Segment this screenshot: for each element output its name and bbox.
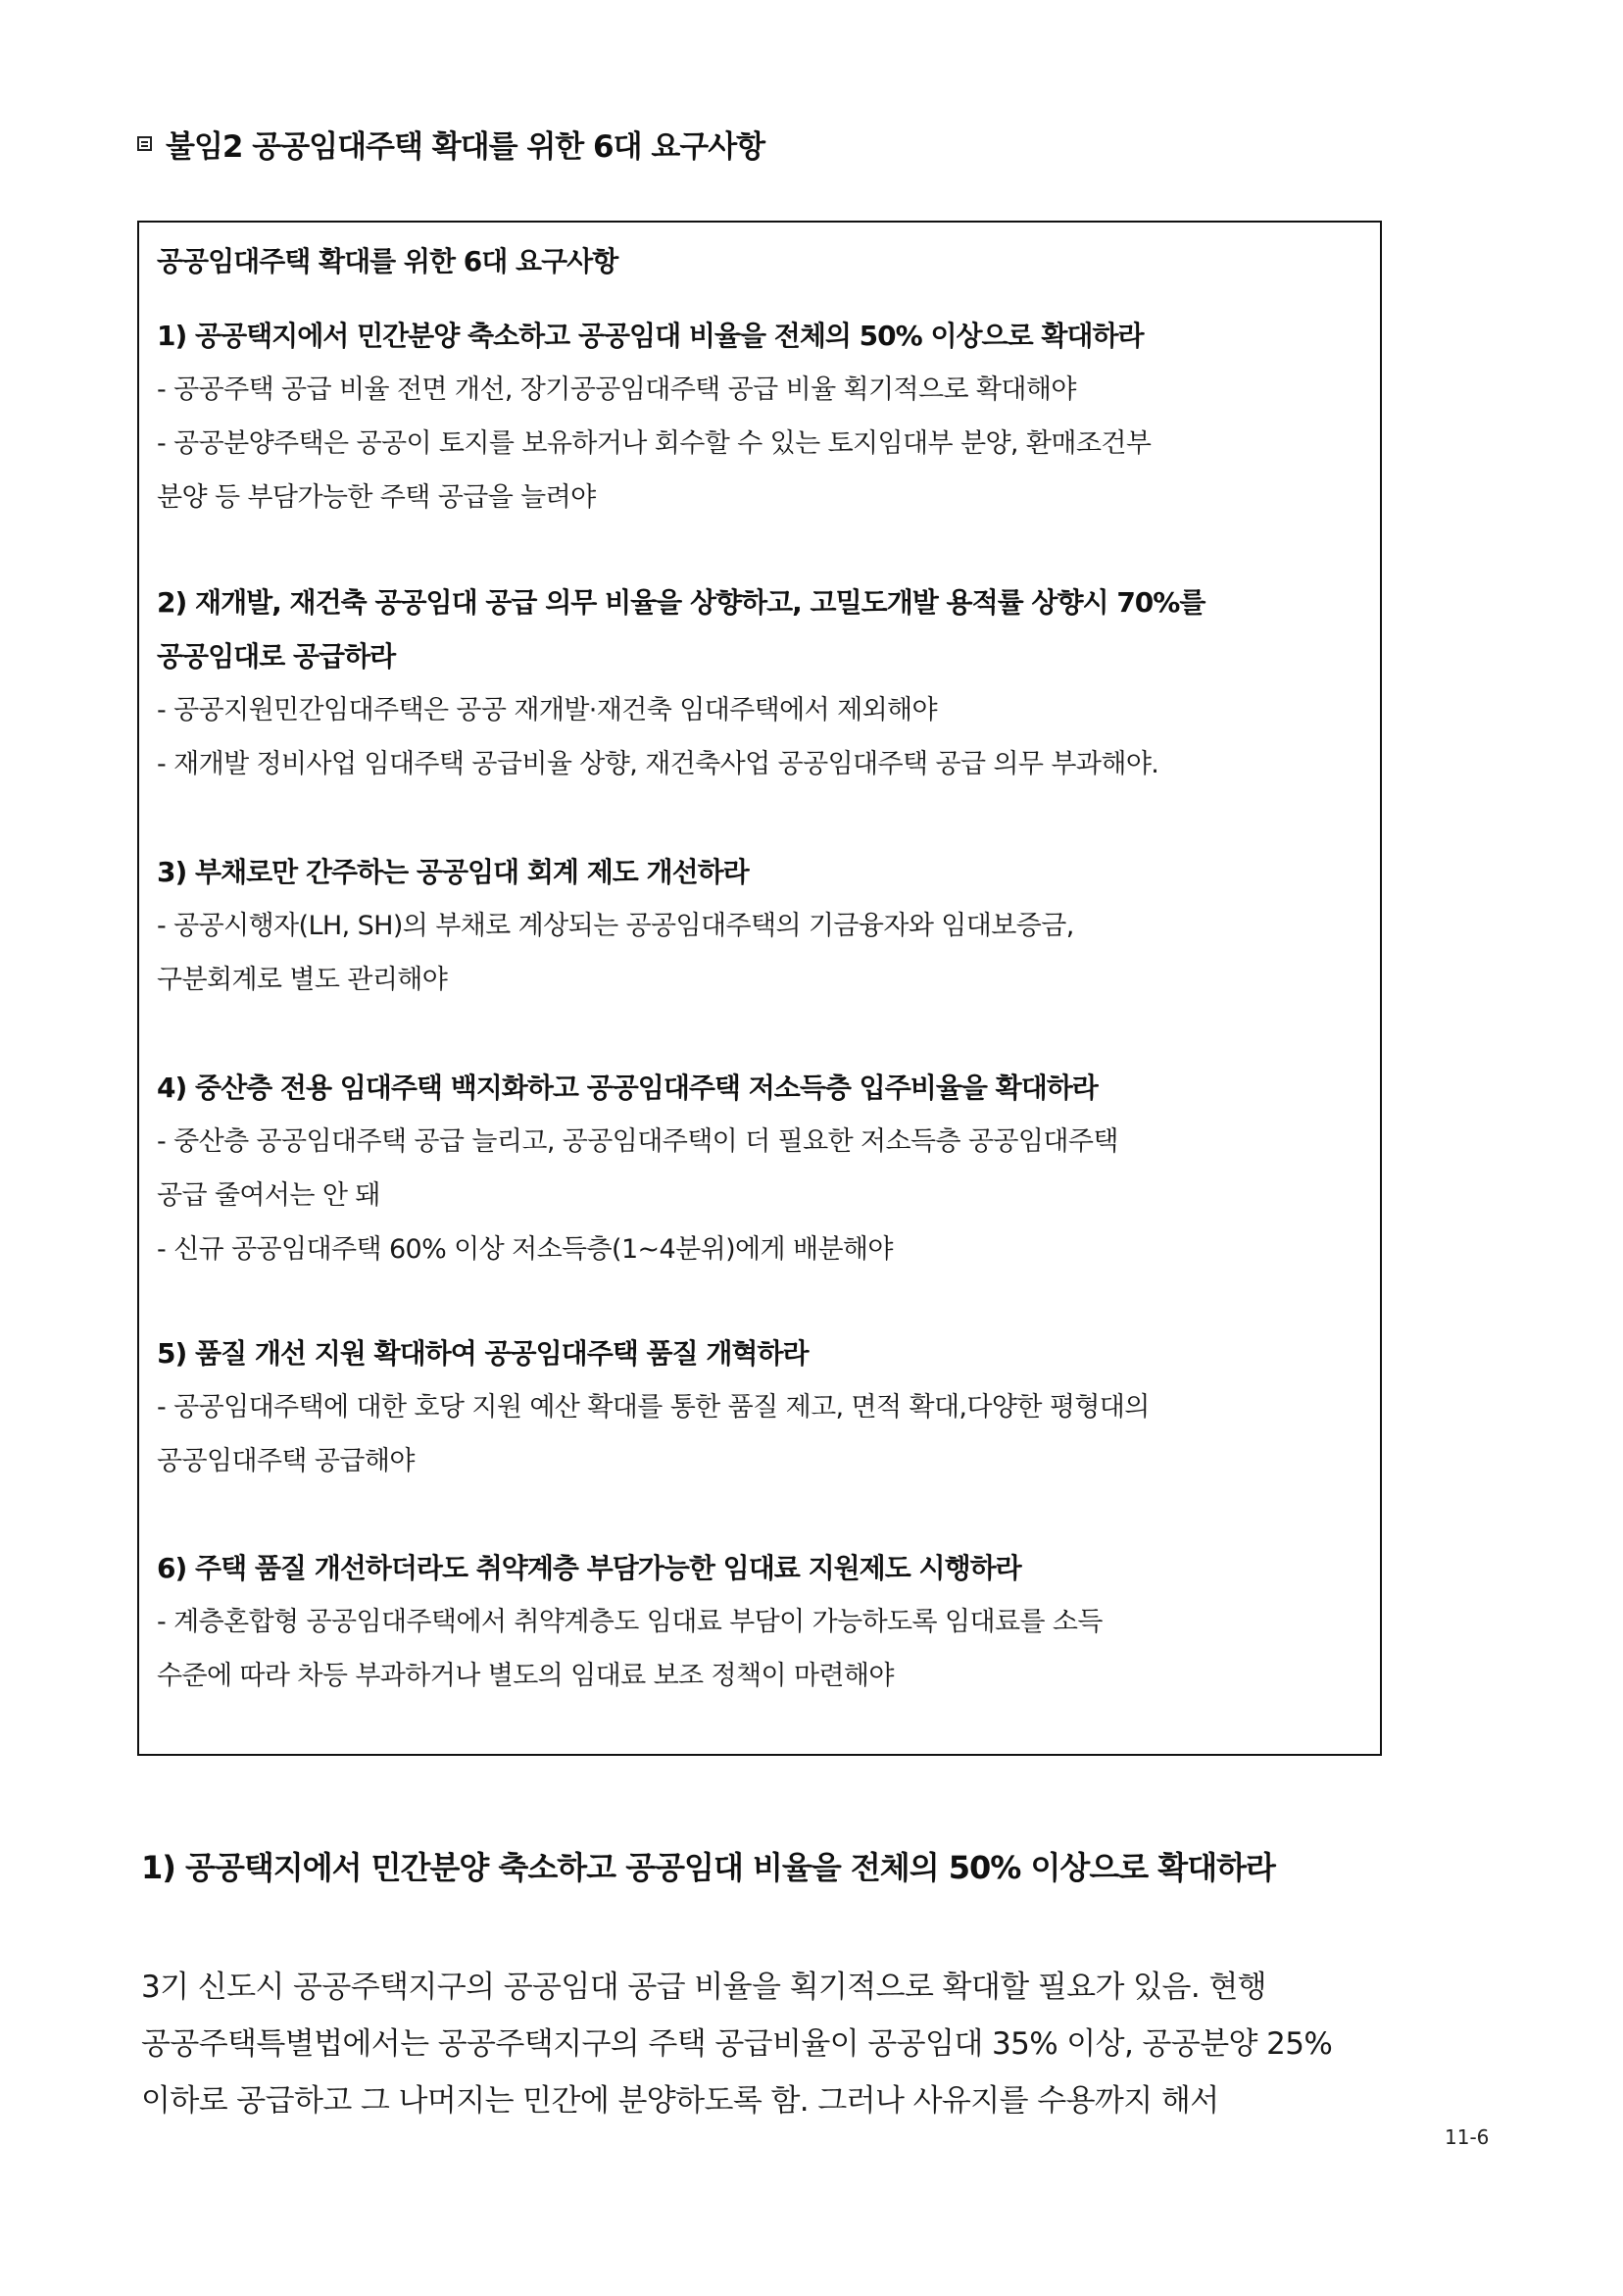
requirement-2 [157, 575, 1362, 791]
requirement-heading: 3) 부채로만 간주하는 공공임대 회계 제도 개선하라 [157, 856, 749, 888]
requirements-box [137, 221, 1382, 1756]
requirement-line: - 공공지원민간임대주택은 공공 재개발·재건축 임대주택에서 제외해야 [157, 695, 938, 725]
requirement-heading: 1) 공공택지에서 민간분양 축소하고 공공임대 비율을 전체의 50% 이상으로 확대하라 [157, 320, 1144, 352]
body-line: 이하로 공급하고 그 나머지는 민간에 분양하도록 함. 그러나 사유지를 수용까지 해서 [141, 2083, 1219, 2119]
requirement-3 [157, 845, 1362, 1007]
requirement-line: 분양 등 부담가능한 주택 공급을 늘려야 [157, 482, 596, 513]
requirement-heading: 5) 품질 개선 지원 확대하여 공공임대주택 품질 개혁하라 [157, 1337, 809, 1370]
requirement-line: - 공공임대주택에 대한 호당 지원 예산 확대를 통한 품질 제고, 면적 확대,다양한 평형대의 [157, 1392, 1150, 1423]
section-heading: 1) 공공택지에서 민간분양 축소하고 공공임대 비율을 전체의 50% 이상으로 확대하라 [141, 1849, 1275, 1886]
requirement-line: - 중산층 공공임대주택 공급 늘리고, 공공임대주택이 더 필요한 저소득층 공공임대주택 [157, 1126, 1118, 1157]
body-paragraph [141, 1959, 1513, 2129]
requirement-heading: 2) 재개발, 재건축 공공임대 공급 의무 비율을 상향하고, 고밀도개발 용적률 상향시 70%를 [157, 586, 1205, 619]
requirement-line: - 공공주택 공급 비율 전면 개선, 장기공공임대주택 공급 비율 획기적으로 확대해야 [157, 374, 1076, 405]
requirement-4 [157, 1061, 1362, 1276]
requirement-line: - 공공분양주택은 공공이 토지를 보유하거나 회수할 수 있는 토지임대부 분양, 환매조건부 [157, 428, 1152, 459]
appendix-title-text: 불임2 공공임대주택 확대를 위한 6대 요구사항 [166, 129, 765, 165]
appendix-title [137, 122, 764, 166]
requirement-6 [157, 1541, 1362, 1703]
requirement-heading: 4) 중산층 전용 임대주택 백지화하고 공공임대주택 저소득층 입주비율을 확대하라 [157, 1072, 1098, 1104]
body-line: 공공주택특별법에서는 공공주택지구의 주택 공급비율이 공공임대 35% 이상, 공공분양 25% [141, 2026, 1333, 2062]
requirement-line: - 공공시행자(LH, SH)의 부채로 계상되는 공공임대주택의 기금융자와 임대보증금, [157, 911, 1074, 941]
list-bullet-icon [137, 136, 152, 151]
requirement-line: 구분회계로 별도 관리해야 [157, 965, 448, 995]
requirement-heading: 6) 주택 품질 개선하더라도 취약계층 부담가능한 임대료 지원제도 시행하라 [157, 1552, 1021, 1584]
requirement-line: 수준에 따라 차등 부과하거나 별도의 임대료 보조 정책이 마련해야 [157, 1661, 894, 1691]
requirement-line: - 재개발 정비사업 임대주택 공급비율 상향, 재건축사업 공공임대주택 공급 의무 부과해야. [157, 749, 1159, 779]
requirement-1 [157, 309, 1362, 524]
requirement-5 [157, 1326, 1362, 1488]
page-number: 11-6 [1445, 2125, 1490, 2149]
requirement-line: 공공임대주택 공급해야 [157, 1446, 415, 1476]
requirement-heading: 공공임대로 공급하라 [157, 640, 396, 673]
requirement-line: - 신규 공공임대주택 60% 이상 저소득층(1~4분위)에게 배분해야 [157, 1234, 893, 1265]
body-line: 3기 신도시 공공주택지구의 공공임대 공급 비율을 획기적으로 확대할 필요가 있음. 현행 [141, 1970, 1267, 2005]
requirement-line: 공급 줄여서는 안 돼 [157, 1180, 380, 1211]
requirement-line: - 계층혼합형 공공임대주택에서 취약계층도 임대료 부담이 가능하도록 임대료를 소득 [157, 1607, 1103, 1637]
box-title: 공공임대주택 확대를 위한 6대 요구사항 [157, 245, 618, 277]
